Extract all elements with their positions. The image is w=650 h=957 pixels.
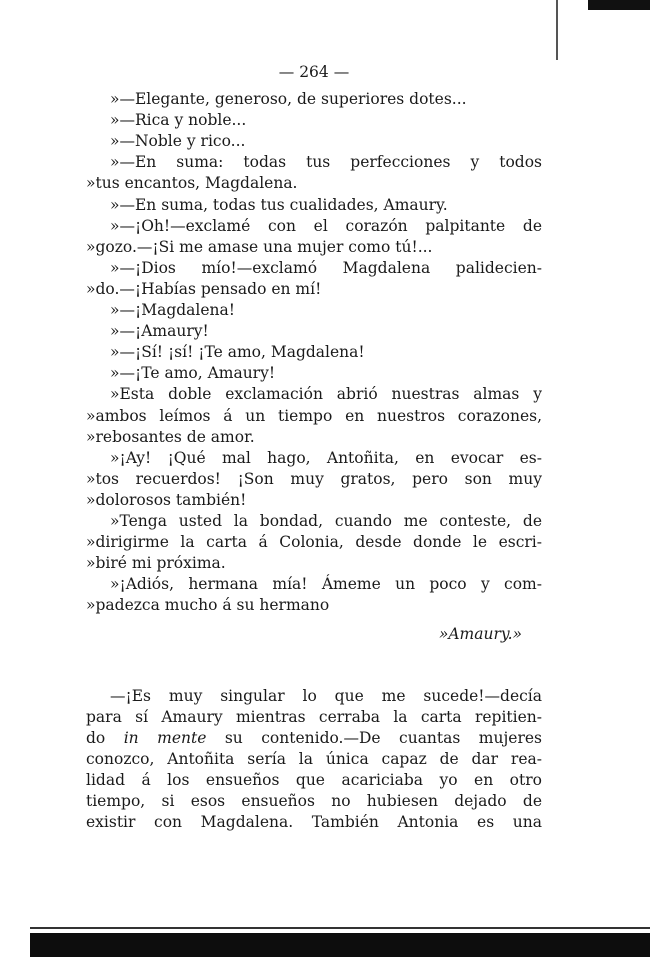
letter-line: »—¡Sí! ¡sí! ¡Te amo, Magdalena! [110,343,365,362]
letter-line: »¡Adiós, hermana mía! Ámeme un poco y com- [110,575,542,594]
letter-line: »—¡Oh!—exclamé con el corazón palpitante de [110,216,542,235]
letter-line: »biré mi próxima. [86,554,226,573]
letter-line: »—Elegante, generoso, de superiores dotes... [110,90,467,109]
letter-body [86,89,542,616]
narrative-body [86,686,542,834]
letter-line: »tos recuerdos! ¡Son muy gratos, pero son muy [86,469,542,488]
letter-line: »ambos leímos á un tiempo en nuestros corazones, [86,406,542,425]
letter-line: »¡Ay! ¡Qué mal hago, Antoñita, en evocar es- [110,448,542,467]
scan-edge-bottom-line [30,927,650,929]
scan-edge-fold [556,0,558,60]
narrative-text: do [86,728,124,747]
narrative-line [86,728,542,749]
scan-edge-bottom [30,933,650,957]
scan-edge-top-right [588,0,650,10]
narrative-line: tiempo, si esos ensueños no hubiesen dejado de [86,792,542,810]
page-number: — 264 — [278,63,350,81]
narrative-line: conozco, Antoñita sería la única capaz de dar rea- [86,749,542,768]
letter-line: »gozo.—¡Si me amase una mujer como tú!... [86,237,433,256]
narrative-line: para sí Amaury mientras cerraba la carta repitien- [86,707,542,726]
letter-line: »Esta doble exclamación abrió nuestras almas y [110,385,542,404]
letter-line: »dirigirme la carta á Colonia, desde donde le escri- [86,533,542,552]
page-text [86,62,542,833]
narrative-text: su contenido.—De cuantas mujeres [206,728,542,747]
letter-line: »Tenga usted la bondad, cuando me conteste, de [110,511,542,530]
letter-line: »—En suma, todas tus cualidades, Amaury. [110,195,448,214]
narrative-line: existir con Magdalena. También Antonia es una [86,813,542,832]
italic-latin-phrase: in mente [123,728,207,747]
letter-line: »—Rica y noble... [110,111,247,130]
letter-line: »—¡Magdalena! [110,301,235,320]
letter-line: »—Noble y rico... [110,132,246,151]
letter-line: »—¡Amaury! [110,322,209,341]
letter-line: »—¡Te amo, Amaury! [110,364,276,383]
letter-line: »—En suma: todas tus perfecciones y todos [110,153,542,172]
narrative-line: —¡Es muy singular lo que me sucede!—decía [110,686,542,705]
letter-line: »rebosantes de amor. [86,427,255,446]
letter-line: »dolorosos también! [86,490,247,509]
letter-line: »do.—¡Habías pensado en mí! [86,279,322,298]
letter-signature: »Amaury.» [438,625,522,644]
letter-line: »tus encantos, Magdalena. [86,174,298,193]
narrative-line: lidad á los ensueños que acariciaba yo en otro [86,770,542,789]
letter-line: »—¡Dios mío!—exclamó Magdalena palidecien- [110,258,542,277]
letter-line: »padezca mucho á su hermano [86,596,330,615]
